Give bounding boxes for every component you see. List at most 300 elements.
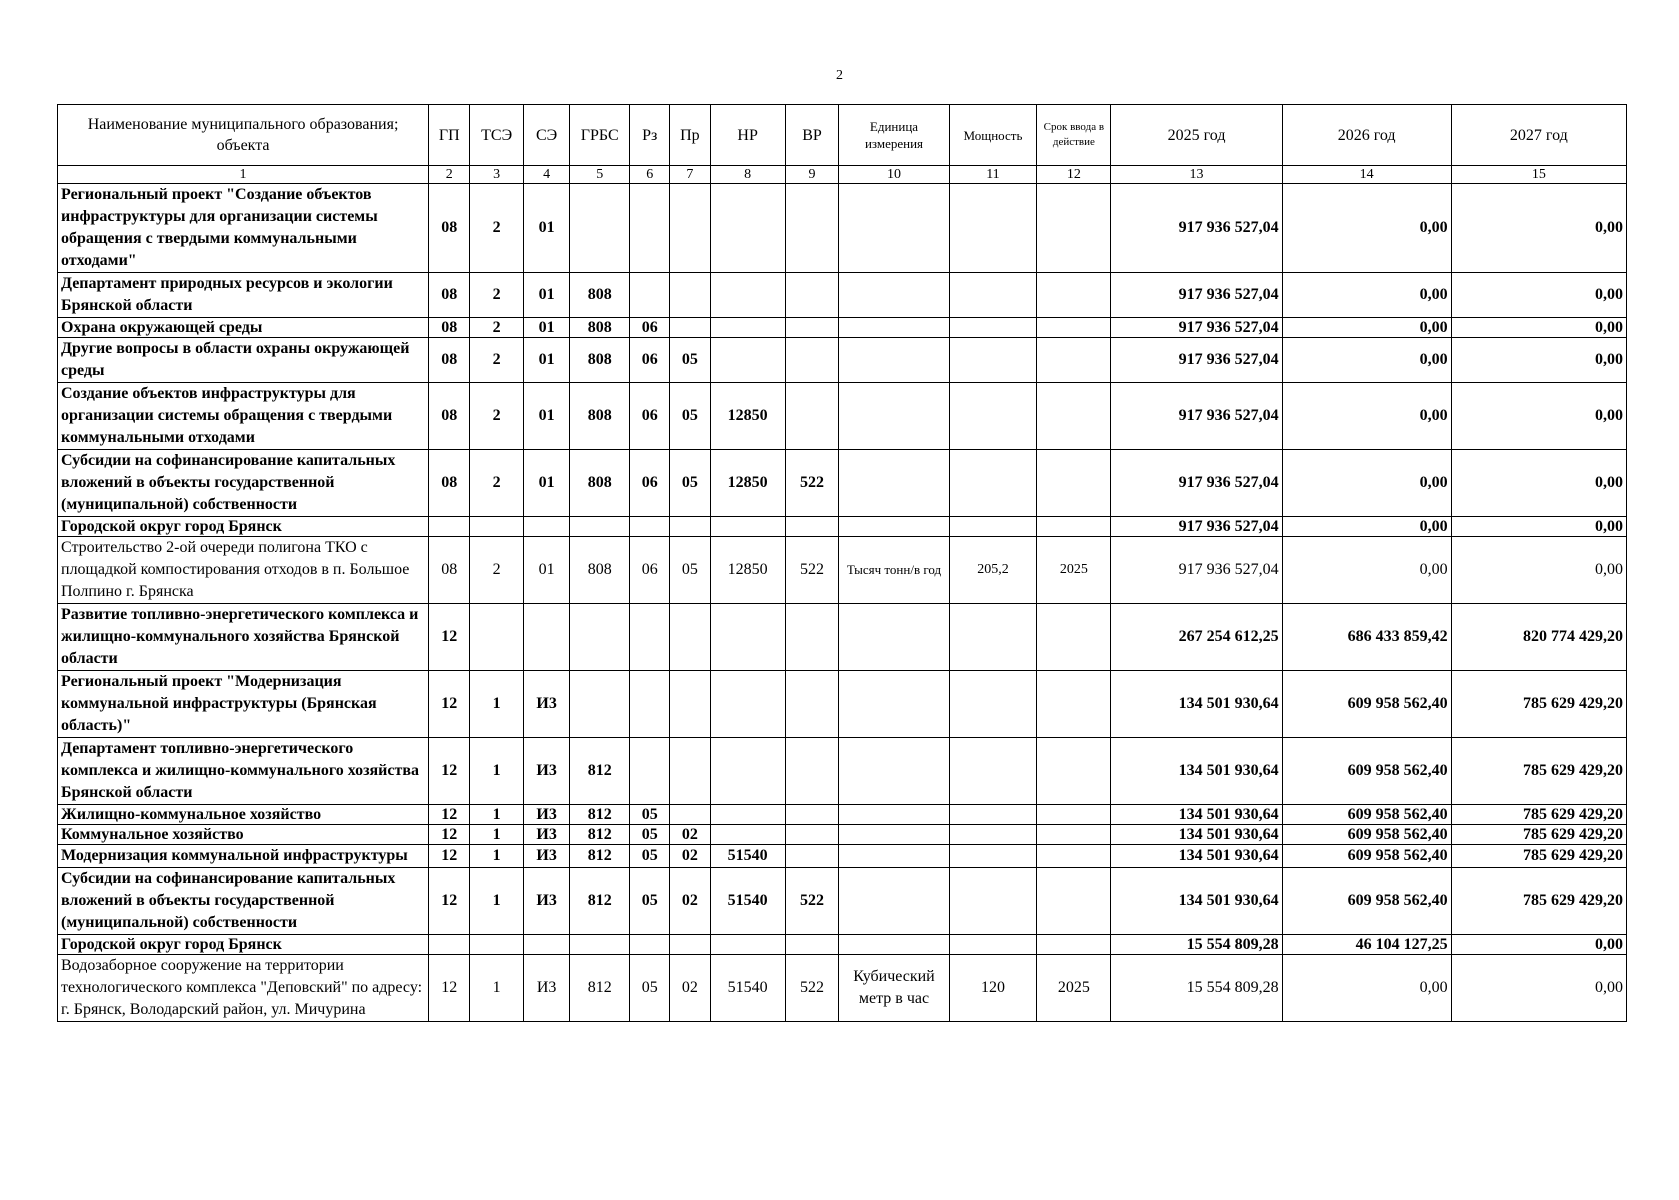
row-2026: 609 958 562,40 — [1282, 671, 1451, 738]
header-2025: 2025 год — [1111, 105, 1282, 166]
table-row — [58, 517, 1627, 537]
row-grbs — [570, 604, 630, 671]
row-vr — [785, 935, 839, 955]
row-vr — [785, 318, 839, 338]
row-grbs: 808 — [570, 338, 630, 383]
row-grbs: 812 — [570, 825, 630, 845]
header-grbs: ГРБС — [570, 105, 630, 166]
row-2025: 917 936 527,04 — [1111, 383, 1282, 450]
row-rz: 05 — [630, 845, 670, 868]
row-power — [949, 868, 1037, 935]
row-rz: 06 — [630, 537, 670, 604]
row-unit — [839, 450, 949, 517]
row-2026: 609 958 562,40 — [1282, 825, 1451, 845]
row-vr — [785, 604, 839, 671]
row-term — [1037, 273, 1111, 318]
row-power — [949, 273, 1037, 318]
row-nr — [710, 805, 785, 825]
row-pr: 02 — [670, 825, 710, 845]
row-2027: 785 629 429,20 — [1451, 825, 1626, 845]
row-rz: 05 — [630, 868, 670, 935]
row-2025: 917 936 527,04 — [1111, 537, 1282, 604]
row-rz: 06 — [630, 450, 670, 517]
row-se: И3 — [523, 845, 569, 868]
row-vr — [785, 738, 839, 805]
column-number: 5 — [570, 166, 630, 184]
row-unit — [839, 738, 949, 805]
row-pr — [670, 805, 710, 825]
row-gp: 12 — [429, 845, 470, 868]
column-number-row — [58, 166, 1627, 184]
header-unit: Единица измерения — [839, 105, 949, 166]
row-se: 01 — [523, 383, 569, 450]
row-2026: 0,00 — [1282, 537, 1451, 604]
row-pr: 02 — [670, 868, 710, 935]
row-se: 01 — [523, 450, 569, 517]
row-tse — [470, 517, 524, 537]
row-unit: Тысяч тонн/в год — [839, 537, 949, 604]
row-se: 01 — [523, 273, 569, 318]
row-2027: 785 629 429,20 — [1451, 805, 1626, 825]
row-power — [949, 825, 1037, 845]
row-name: Создание объектов инфраструктуры для организации системы обращения с твердыми коммунальными отходами — [58, 383, 429, 450]
row-rz: 06 — [630, 338, 670, 383]
header-se: СЭ — [523, 105, 569, 166]
row-grbs: 808 — [570, 318, 630, 338]
row-gp — [429, 517, 470, 537]
row-pr: 05 — [670, 537, 710, 604]
row-grbs — [570, 671, 630, 738]
row-power — [949, 338, 1037, 383]
row-grbs: 812 — [570, 738, 630, 805]
row-rz — [630, 604, 670, 671]
row-vr: 522 — [785, 868, 839, 935]
row-gp: 12 — [429, 868, 470, 935]
row-gp: 08 — [429, 338, 470, 383]
row-power — [949, 738, 1037, 805]
row-pr — [670, 273, 710, 318]
column-number: 12 — [1037, 166, 1111, 184]
row-tse: 1 — [470, 868, 524, 935]
row-power — [949, 318, 1037, 338]
column-number: 1 — [58, 166, 429, 184]
row-2027: 0,00 — [1451, 935, 1626, 955]
column-number: 3 — [470, 166, 524, 184]
column-number: 15 — [1451, 166, 1626, 184]
row-tse: 1 — [470, 805, 524, 825]
row-2025: 134 501 930,64 — [1111, 671, 1282, 738]
table-row — [58, 184, 1627, 273]
row-2027: 0,00 — [1451, 517, 1626, 537]
row-vr — [785, 383, 839, 450]
row-name: Региональный проект "Создание объектов инфраструктуры для организации системы обращения с твердыми коммунальными отходами" — [58, 184, 429, 273]
page-number: 2 — [836, 68, 843, 83]
row-name: Субсидии на софинансирование капитальных вложений в объекты государственной (муниципальной) собственности — [58, 450, 429, 517]
row-name: Другие вопросы в области охраны окружающей среды — [58, 338, 429, 383]
row-unit — [839, 604, 949, 671]
row-power — [949, 935, 1037, 955]
row-unit: Кубический метр в час — [839, 955, 949, 1022]
row-unit — [839, 184, 949, 273]
row-power — [949, 671, 1037, 738]
row-se: И3 — [523, 868, 569, 935]
table-row — [58, 738, 1627, 805]
row-unit — [839, 338, 949, 383]
table-row — [58, 338, 1627, 383]
row-term — [1037, 671, 1111, 738]
row-name: Региональный проект "Модернизация коммунальной инфраструктуры (Брянская область)" — [58, 671, 429, 738]
row-nr — [710, 935, 785, 955]
table-row — [58, 318, 1627, 338]
row-vr: 522 — [785, 955, 839, 1022]
row-nr — [710, 318, 785, 338]
row-2025: 917 936 527,04 — [1111, 184, 1282, 273]
row-pr — [670, 517, 710, 537]
row-gp: 08 — [429, 318, 470, 338]
row-power: 120 — [949, 955, 1037, 1022]
row-unit — [839, 273, 949, 318]
row-name: Городской округ город Брянск — [58, 935, 429, 955]
row-grbs: 812 — [570, 868, 630, 935]
table-row — [58, 805, 1627, 825]
row-se: И3 — [523, 738, 569, 805]
row-grbs: 808 — [570, 383, 630, 450]
row-term — [1037, 868, 1111, 935]
table-row — [58, 868, 1627, 935]
row-gp: 12 — [429, 955, 470, 1022]
row-nr — [710, 738, 785, 805]
row-gp: 08 — [429, 537, 470, 604]
row-2026: 0,00 — [1282, 338, 1451, 383]
table-row — [58, 604, 1627, 671]
row-2025: 134 501 930,64 — [1111, 825, 1282, 845]
row-gp: 08 — [429, 184, 470, 273]
row-2027: 0,00 — [1451, 318, 1626, 338]
header-gp: ГП — [429, 105, 470, 166]
row-name: Городской округ город Брянск — [58, 517, 429, 537]
row-grbs: 808 — [570, 450, 630, 517]
row-name: Охрана окружающей среды — [58, 318, 429, 338]
row-tse: 2 — [470, 450, 524, 517]
row-2025: 917 936 527,04 — [1111, 318, 1282, 338]
row-2026: 609 958 562,40 — [1282, 845, 1451, 868]
row-tse — [470, 604, 524, 671]
row-unit — [839, 805, 949, 825]
row-vr — [785, 517, 839, 537]
row-2025: 15 554 809,28 — [1111, 935, 1282, 955]
row-term — [1037, 338, 1111, 383]
header-vr: ВР — [785, 105, 839, 166]
row-unit — [839, 383, 949, 450]
row-2026: 46 104 127,25 — [1282, 935, 1451, 955]
row-gp: 08 — [429, 450, 470, 517]
row-nr — [710, 184, 785, 273]
row-pr: 02 — [670, 955, 710, 1022]
header-nr: НР — [710, 105, 785, 166]
column-number: 2 — [429, 166, 470, 184]
row-tse — [470, 935, 524, 955]
row-term — [1037, 517, 1111, 537]
column-number: 6 — [630, 166, 670, 184]
row-nr: 12850 — [710, 383, 785, 450]
row-pr: 05 — [670, 383, 710, 450]
row-power — [949, 845, 1037, 868]
row-2027: 0,00 — [1451, 955, 1626, 1022]
row-gp — [429, 935, 470, 955]
row-name: Департамент природных ресурсов и экологии Брянской области — [58, 273, 429, 318]
header-rz: Рз — [630, 105, 670, 166]
row-vr — [785, 805, 839, 825]
row-grbs: 812 — [570, 805, 630, 825]
row-rz: 05 — [630, 825, 670, 845]
row-gp: 12 — [429, 604, 470, 671]
row-tse: 2 — [470, 338, 524, 383]
row-2025: 917 936 527,04 — [1111, 517, 1282, 537]
row-2026: 0,00 — [1282, 318, 1451, 338]
column-number: 7 — [670, 166, 710, 184]
row-grbs — [570, 184, 630, 273]
row-pr — [670, 184, 710, 273]
row-2025: 917 936 527,04 — [1111, 450, 1282, 517]
row-power — [949, 517, 1037, 537]
row-2027: 0,00 — [1451, 450, 1626, 517]
row-2026: 0,00 — [1282, 273, 1451, 318]
row-vr — [785, 845, 839, 868]
column-number: 14 — [1282, 166, 1451, 184]
row-tse: 2 — [470, 537, 524, 604]
table-row — [58, 671, 1627, 738]
row-nr — [710, 517, 785, 537]
row-term: 2025 — [1037, 955, 1111, 1022]
header-row — [58, 105, 1627, 166]
row-grbs: 808 — [570, 537, 630, 604]
row-se: И3 — [523, 955, 569, 1022]
row-name: Департамент топливно-энергетического комплекса и жилищно-коммунального хозяйства Брянской области — [58, 738, 429, 805]
row-pr — [670, 935, 710, 955]
row-nr — [710, 825, 785, 845]
budget-table — [57, 104, 1627, 1022]
row-rz — [630, 517, 670, 537]
column-number: 11 — [949, 166, 1037, 184]
row-vr — [785, 184, 839, 273]
row-vr — [785, 273, 839, 318]
row-2025: 917 936 527,04 — [1111, 273, 1282, 318]
row-2027: 0,00 — [1451, 537, 1626, 604]
row-pr — [670, 318, 710, 338]
row-2026: 0,00 — [1282, 955, 1451, 1022]
row-power — [949, 450, 1037, 517]
row-pr: 05 — [670, 450, 710, 517]
row-grbs: 812 — [570, 845, 630, 868]
row-gp: 12 — [429, 805, 470, 825]
row-term — [1037, 738, 1111, 805]
table-row — [58, 825, 1627, 845]
row-term — [1037, 184, 1111, 273]
column-number: 13 — [1111, 166, 1282, 184]
row-rz — [630, 738, 670, 805]
row-2026: 0,00 — [1282, 517, 1451, 537]
row-2027: 785 629 429,20 — [1451, 671, 1626, 738]
row-tse: 1 — [470, 825, 524, 845]
header-tse: ТСЭ — [470, 105, 524, 166]
row-name: Развитие топливно-энергетического комплекса и жилищно-коммунального хозяйства Брянской области — [58, 604, 429, 671]
row-unit — [839, 517, 949, 537]
row-gp: 08 — [429, 383, 470, 450]
row-2025: 267 254 612,25 — [1111, 604, 1282, 671]
row-name: Субсидии на софинансирование капитальных вложений в объекты государственной (муниципальной) собственности — [58, 868, 429, 935]
row-rz: 05 — [630, 805, 670, 825]
row-nr — [710, 604, 785, 671]
row-2025: 134 501 930,64 — [1111, 845, 1282, 868]
row-2027: 0,00 — [1451, 383, 1626, 450]
row-grbs: 808 — [570, 273, 630, 318]
row-unit — [839, 825, 949, 845]
row-nr: 12850 — [710, 450, 785, 517]
row-grbs — [570, 935, 630, 955]
row-se: 01 — [523, 318, 569, 338]
row-grbs — [570, 517, 630, 537]
row-vr: 522 — [785, 537, 839, 604]
header-2027: 2027 год — [1451, 105, 1626, 166]
row-se: 01 — [523, 537, 569, 604]
row-nr — [710, 338, 785, 383]
row-se — [523, 935, 569, 955]
row-2026: 686 433 859,42 — [1282, 604, 1451, 671]
row-tse: 2 — [470, 184, 524, 273]
row-2027: 785 629 429,20 — [1451, 845, 1626, 868]
column-number: 10 — [839, 166, 949, 184]
row-power: 205,2 — [949, 537, 1037, 604]
row-vr: 522 — [785, 450, 839, 517]
row-rz — [630, 935, 670, 955]
row-2026: 0,00 — [1282, 450, 1451, 517]
row-term — [1037, 604, 1111, 671]
row-2027: 820 774 429,20 — [1451, 604, 1626, 671]
row-2025: 134 501 930,64 — [1111, 868, 1282, 935]
row-unit — [839, 868, 949, 935]
row-2025: 134 501 930,64 — [1111, 738, 1282, 805]
row-se: И3 — [523, 671, 569, 738]
table-row — [58, 537, 1627, 604]
row-2025: 917 936 527,04 — [1111, 338, 1282, 383]
row-vr — [785, 338, 839, 383]
row-nr: 51540 — [710, 955, 785, 1022]
header-pr: Пр — [670, 105, 710, 166]
row-2026: 609 958 562,40 — [1282, 805, 1451, 825]
row-se: 01 — [523, 338, 569, 383]
row-pr — [670, 671, 710, 738]
row-vr — [785, 825, 839, 845]
row-power — [949, 604, 1037, 671]
row-name: Коммунальное хозяйство — [58, 825, 429, 845]
row-nr — [710, 273, 785, 318]
row-name: Модернизация коммунальной инфраструктуры — [58, 845, 429, 868]
row-term — [1037, 825, 1111, 845]
row-term — [1037, 383, 1111, 450]
column-number: 4 — [523, 166, 569, 184]
row-tse: 2 — [470, 318, 524, 338]
row-vr — [785, 671, 839, 738]
row-tse: 1 — [470, 738, 524, 805]
table-row — [58, 845, 1627, 868]
row-gp: 12 — [429, 825, 470, 845]
row-se — [523, 517, 569, 537]
row-2025: 134 501 930,64 — [1111, 805, 1282, 825]
row-power — [949, 805, 1037, 825]
row-2027: 0,00 — [1451, 273, 1626, 318]
row-2027: 0,00 — [1451, 184, 1626, 273]
row-term — [1037, 845, 1111, 868]
row-2027: 785 629 429,20 — [1451, 738, 1626, 805]
row-pr — [670, 604, 710, 671]
row-rz — [630, 671, 670, 738]
row-pr: 05 — [670, 338, 710, 383]
row-unit — [839, 935, 949, 955]
row-2026: 609 958 562,40 — [1282, 738, 1451, 805]
row-2026: 609 958 562,40 — [1282, 868, 1451, 935]
row-2026: 0,00 — [1282, 184, 1451, 273]
row-term — [1037, 805, 1111, 825]
row-2026: 0,00 — [1282, 383, 1451, 450]
row-power — [949, 184, 1037, 273]
row-nr: 51540 — [710, 845, 785, 868]
row-2027: 0,00 — [1451, 338, 1626, 383]
table-row — [58, 955, 1627, 1022]
row-2027: 785 629 429,20 — [1451, 868, 1626, 935]
row-unit — [839, 318, 949, 338]
row-nr: 12850 — [710, 537, 785, 604]
row-nr: 51540 — [710, 868, 785, 935]
table-row — [58, 450, 1627, 517]
column-number: 9 — [785, 166, 839, 184]
header-power: Мощность — [949, 105, 1037, 166]
row-term — [1037, 935, 1111, 955]
row-unit — [839, 671, 949, 738]
row-term — [1037, 450, 1111, 517]
header-name: Наименование муниципального образования; объекта — [58, 105, 429, 166]
row-pr: 02 — [670, 845, 710, 868]
row-tse: 1 — [470, 955, 524, 1022]
table-row — [58, 273, 1627, 318]
row-rz — [630, 273, 670, 318]
row-name: Строительство 2-ой очереди полигона ТКО с площадкой компостирования отходов в п. Большое Полпино г. Брянска — [58, 537, 429, 604]
table-row — [58, 383, 1627, 450]
row-tse: 1 — [470, 845, 524, 868]
row-se — [523, 604, 569, 671]
row-tse: 2 — [470, 273, 524, 318]
row-se: И3 — [523, 805, 569, 825]
row-grbs: 812 — [570, 955, 630, 1022]
row-gp: 08 — [429, 273, 470, 318]
row-2025: 15 554 809,28 — [1111, 955, 1282, 1022]
row-rz — [630, 184, 670, 273]
row-se: И3 — [523, 825, 569, 845]
row-name: Жилищно-коммунальное хозяйство — [58, 805, 429, 825]
column-number: 8 — [710, 166, 785, 184]
row-unit — [839, 845, 949, 868]
row-rz: 05 — [630, 955, 670, 1022]
row-pr — [670, 738, 710, 805]
row-nr — [710, 671, 785, 738]
header-term: Срок ввода в действие — [1037, 105, 1111, 166]
table-row — [58, 935, 1627, 955]
row-se: 01 — [523, 184, 569, 273]
row-name: Водозаборное сооружение на территории технологического комплекса "Деповский" по адресу: г. Брянск, Володарский район, ул. Мичурина — [58, 955, 429, 1022]
row-gp: 12 — [429, 671, 470, 738]
row-term: 2025 — [1037, 537, 1111, 604]
row-tse: 2 — [470, 383, 524, 450]
row-gp: 12 — [429, 738, 470, 805]
